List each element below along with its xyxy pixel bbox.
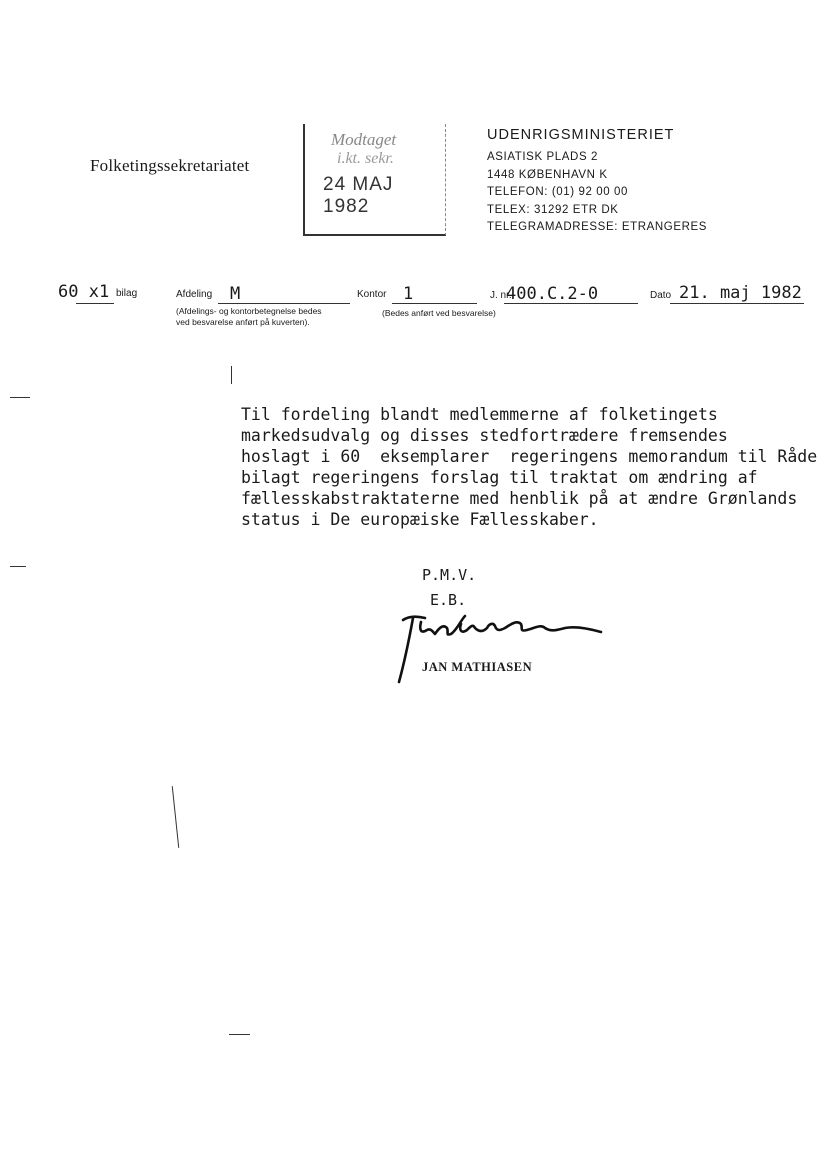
- ministry-name: UDENRIGSMINISTERIET: [487, 127, 675, 143]
- reference-row: [0, 284, 825, 344]
- fold-mark: [10, 397, 30, 398]
- body-line: fællesskabstraktaterne med henblik på at ændre Grønlands: [241, 489, 798, 508]
- body-line: Til fordeling blandt medlemmerne af folketingets: [241, 405, 718, 424]
- afdeling-underline: [218, 303, 350, 304]
- jnr-underline: [504, 303, 638, 304]
- afdeling-value: M: [230, 284, 241, 304]
- stamp-office-text: i.kt. sekr.: [337, 150, 394, 167]
- bilag-underline: [76, 303, 114, 304]
- afdeling-label: Afdeling: [176, 289, 213, 300]
- stamp-received-text: Modtaget: [331, 130, 397, 149]
- margin-line: [172, 786, 179, 848]
- letter-body: [241, 404, 817, 530]
- address-line: ASIATISK PLADS 2: [487, 151, 599, 163]
- pmv-text: P.M.V.: [422, 566, 477, 584]
- eb-text: E.B.: [430, 591, 467, 609]
- body-line: bilagt regeringens forslag til traktat om ændring af: [241, 468, 758, 487]
- afdeling-note-line1: (Afdelings- og kontorbetegnelse bedes: [176, 306, 322, 316]
- telex-line: TELEX: 31292 ETR DK: [487, 203, 619, 216]
- fold-mark: [10, 566, 26, 567]
- postal-line: 1448 KØBENHAVN K: [487, 168, 608, 181]
- kontor-underline: [392, 303, 477, 304]
- recipient: Folketingssekretariatet: [90, 156, 250, 175]
- jnr-value: 400.C.2-0: [506, 284, 599, 304]
- kontor-note: (Bedes anført ved besvarelse): [382, 308, 496, 318]
- margin-tick: [231, 366, 232, 384]
- telephone-line: TELEFON: (01) 92 00 00: [487, 186, 629, 199]
- dato-underline: [670, 303, 804, 304]
- telegram-line: TELEGRAMADRESSE: ETRANGERES: [487, 221, 708, 234]
- bilag-label: bilag: [116, 288, 138, 299]
- received-stamp: [303, 124, 443, 234]
- kontor-label: Kontor: [357, 289, 387, 300]
- signatory-name: JAN MATHIASEN: [422, 660, 533, 674]
- body-line: hoslagt i 60 eksemplarer regeringens memorandum til Råde: [241, 447, 818, 466]
- kontor-value: 1: [403, 284, 414, 304]
- stamp-date: 24 MAJ 1982: [323, 174, 394, 217]
- fold-mark: [229, 1034, 250, 1035]
- dato-value: 21. maj 1982: [679, 283, 802, 303]
- body-line: markedsudvalg og disses stedfortrædere fremsendes: [241, 426, 728, 445]
- afdeling-note-line2: ved besvarelse anført på kuverten).: [176, 317, 310, 327]
- letterhead: [487, 127, 707, 237]
- bilag-value: 60 x1: [58, 282, 110, 302]
- jnr-label: J. nr.: [490, 290, 512, 301]
- dato-label: Dato: [650, 290, 672, 301]
- body-line: status i De europæiske Fællesskaber.: [241, 510, 599, 529]
